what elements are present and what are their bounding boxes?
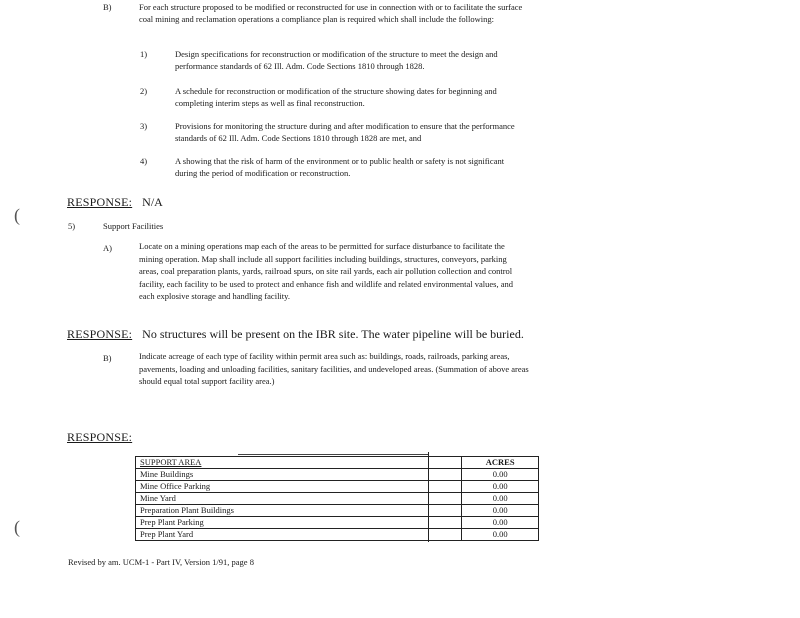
table-row <box>136 481 539 493</box>
table-cell-area: Mine Yard <box>136 493 462 505</box>
support-area-table <box>135 456 539 541</box>
table-cell-area: Prep Plant Yard <box>136 529 462 541</box>
response-2-text: No structures will be present on the IBR site. The water pipeline will be buried. <box>142 327 524 341</box>
margin-mark-icon: ( <box>14 205 20 225</box>
table-cell-acres: 0.00 <box>462 505 539 517</box>
table-row <box>136 469 539 481</box>
table-cell-area: Mine Buildings <box>136 469 462 481</box>
section-5b-label: B) <box>103 353 112 363</box>
section-b-label: B) <box>103 2 112 12</box>
section-b-item-2-text: A schedule for reconstruction or modification of the structure showing dates for beginning and completing interim steps as well as final reconstruction. <box>175 86 497 108</box>
section-b-item-1-text: Design specifications for reconstruction or modification of the structure to meet the design and performance standards of 62 Ill. Adm. Code Sections 1810 through 1828. <box>175 49 498 71</box>
table-row <box>136 493 539 505</box>
table-header-row <box>136 457 539 469</box>
footer-revision-note: Revised by am. UCM-1 - Part IV, Version 1/91, page 8 <box>68 557 254 567</box>
section-5-title: Support Facilities <box>103 221 164 231</box>
section-5a-text: Locate on a mining operations map each of the areas to be permitted for surface disturbance to facilitate the mining operation. Map shall include all support facilities including buildings, structures, conveyors, parking areas, coal preparation plants, yards, railroad spurs, on site rail yards, each air pollution collection and control facility, each facility to be used to protect and enhance fish and wildlife and related environmental values, and each explosive storage and handling facility. <box>139 241 514 301</box>
section-b-item-4-text: A showing that the risk of harm of the environment or to public health or safety is not significant during the period of modification or reconstruction. <box>175 156 505 178</box>
response-3-label: RESPONSE: <box>67 430 133 444</box>
table-cell-area: Preparation Plant Buildings <box>136 505 462 517</box>
table-header-area: SUPPORT AREA <box>136 457 462 469</box>
margin-mark-icon: ( <box>14 517 20 537</box>
table-header-acres: ACRES <box>462 457 539 469</box>
section-b-item-2-num: 2) <box>140 86 148 96</box>
table-cell-acres: 0.00 <box>462 481 539 493</box>
table-cell-acres: 0.00 <box>462 517 539 529</box>
response-1-text: N/A <box>142 195 163 209</box>
section-b-intro: For each structure proposed to be modified or reconstructed for use in connection with or to facilitate the surface coal mining and reclamation operations a compliance plan is required which shall include the following: <box>139 2 523 24</box>
table-row <box>136 505 539 517</box>
table-cell-area: Prep Plant Parking <box>136 517 462 529</box>
response-1 <box>67 193 163 211</box>
response-2-label: RESPONSE: <box>67 327 133 341</box>
section-5a-label: A) <box>103 243 112 253</box>
table-row <box>136 529 539 541</box>
table-cell-area: Mine Office Parking <box>136 481 462 493</box>
table-cell-acres: 0.00 <box>462 493 539 505</box>
table-cell-acres: 0.00 <box>462 529 539 541</box>
section-b-item-3-text: Provisions for monitoring the structure during and after modification to ensure that the performance standards of 62 Ill. Adm. Code Sections 1810 through 1828 are met, and <box>175 121 515 143</box>
table-row <box>136 517 539 529</box>
section-b-item-4-num: 4) <box>140 156 148 166</box>
response-1-label: RESPONSE: <box>67 195 133 209</box>
table-top-rule <box>238 454 428 455</box>
section-5-num: 5) <box>68 221 76 231</box>
section-5b-text: Indicate acreage of each type of facility within permit area such as: buildings, roads, railroads, parking areas, pavements, loading and unloading facilities, sanitary facilities, and undeveloped areas. (Summation of above areas should equal total support facility area.) <box>139 351 529 386</box>
section-b-item-1-num: 1) <box>140 49 148 59</box>
table-cell-acres: 0.00 <box>462 469 539 481</box>
response-2 <box>67 325 524 343</box>
section-b-item-3-num: 3) <box>140 121 148 131</box>
